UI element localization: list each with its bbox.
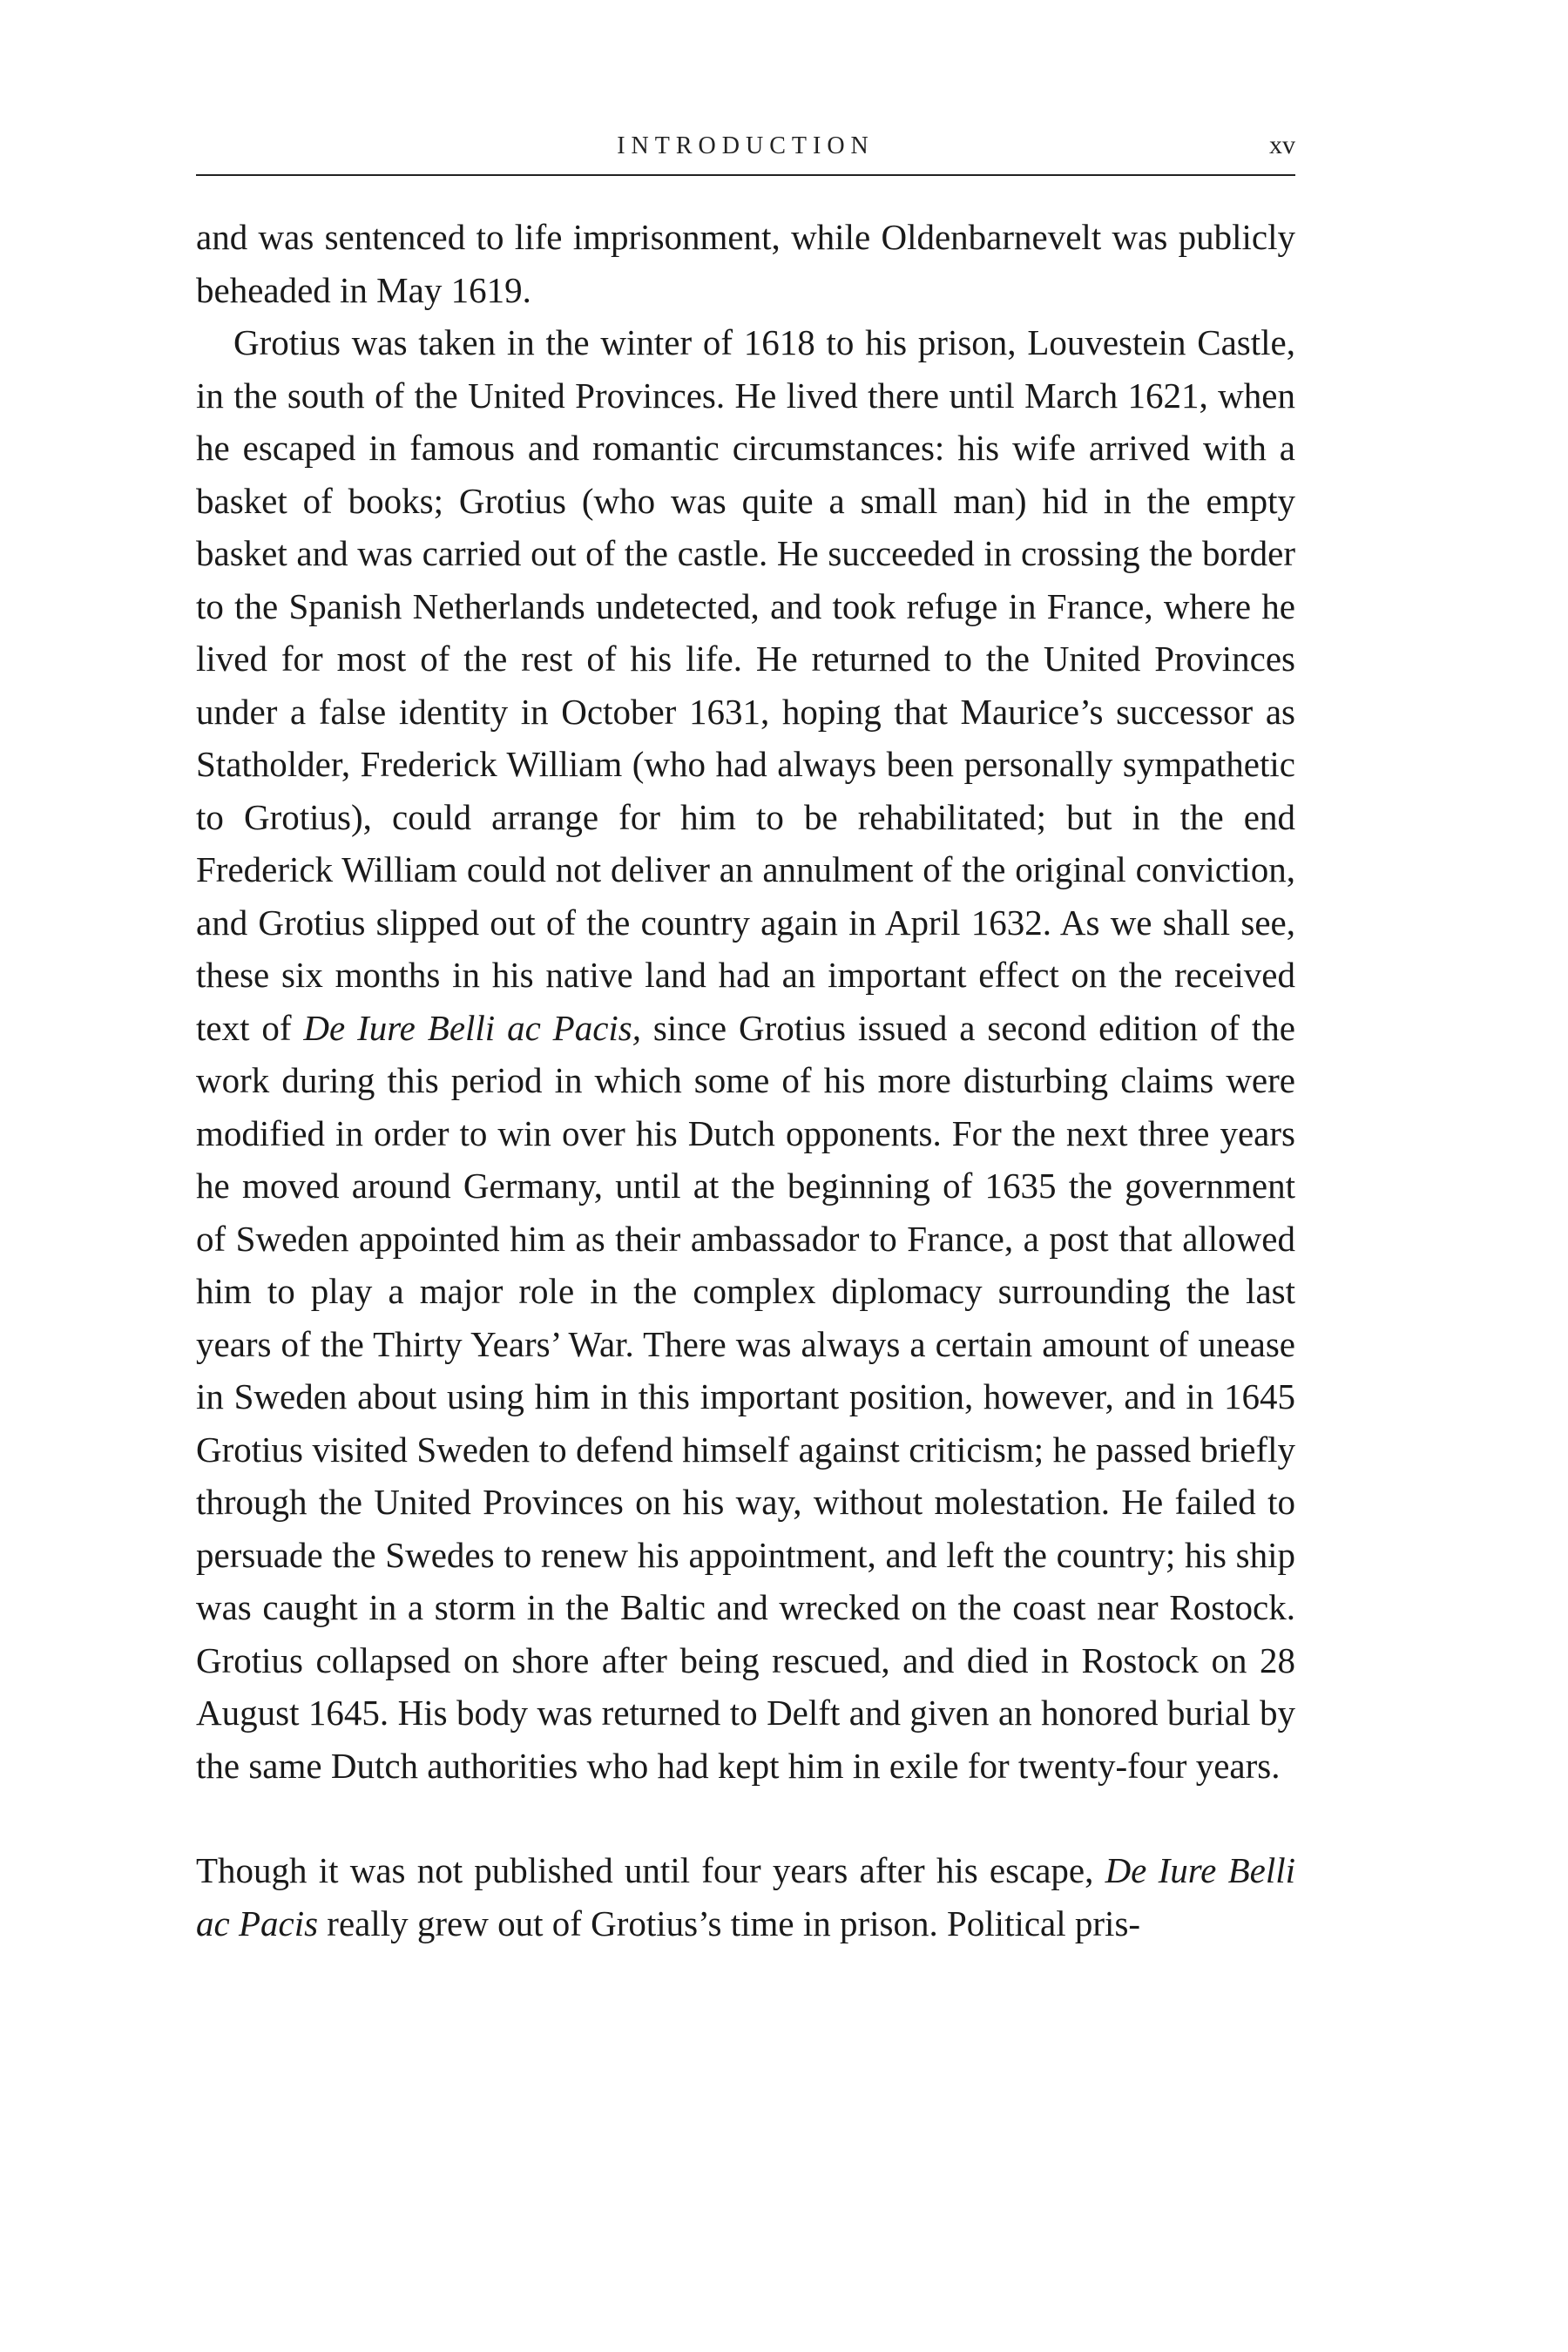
- body-text: [196, 211, 1295, 1950]
- paragraph-2: [196, 316, 1295, 1792]
- book-title-italic-2: De Iure Belli ac Pacis: [196, 1850, 1295, 1943]
- book-title-italic: De Iure Belli ac Pacis,: [303, 1007, 641, 1048]
- paragraph-2-text-b: since Grotius issued a second edition of the work during this period in which some of his more disturbing claims were modified in order to win over his Dutch opponents. For the next three years he moved around Germany, until at the beginning of 1635 the government of Sweden appointed him as their ambassador to France, a post that allowed him to play a major role in the complex diplomacy surrounding the last years of the Thirty Years’ War. There was always a certain amount of unease in Sweden about using him in this important position, however, and in 1645 Grotius visited Sweden to defend himself against criticism; he passed briefly through the United Provinces on his way, without molestation. He failed to persuade the Swedes to renew his appointment, and left the country; his ship was caught in a storm in the Baltic and wrecked on the coast near Rostock. Grotius collapsed on shore after being rescued, and died in Rostock on 28 August 1645. His body was returned to Delft and given an honored burial by the same Dutch authorities who had kept him in exile for twenty-four years.: [196, 1007, 1295, 1786]
- paragraph-2-text-a: Grotius was taken in the winter of 1618 to his prison, Louvestein Castle, in the south of the United Provinces. He lived there until March 1621, when he escaped in famous and romantic circumstances: his wife arrived with a basket of books; Grotius (who was quite a small man) hid in the empty basket and was carried out of the castle. He succeeded in crossing the border to the Spanish Netherlands undetected, and took refuge in France, where he lived for most of the rest of his life. He returned to the United Provinces under a false identity in October 1631, hoping that Maurice’s successor as Statholder, Frederick William (who had always been personally sympathetic to Grotius), could arrange for him to be rehabilitated; but in the end Frederick William could not deliver an annulment of the original conviction, and Grotius slipped out of the country again in April 1632. As we shall see, these six months in his native land had an important effect on the received text of: [196, 322, 1295, 1048]
- paragraph-3-text-a: Though it was not published until four years after his escape,: [196, 1850, 1105, 1890]
- page-number: xv: [1269, 131, 1295, 159]
- book-page: [196, 122, 1295, 1950]
- paragraph-1-text: and was sentenced to life imprisonment, while Oldenbarnevelt was publicly beheaded in May 1619.: [196, 217, 1295, 310]
- paragraph-1: [196, 211, 1295, 316]
- paragraph-3-text-b: really grew out of Grotius’s time in prison. Political pris-: [318, 1903, 1141, 1943]
- running-title: INTRODUCTION: [617, 132, 875, 159]
- paragraph-3: [196, 1844, 1295, 1950]
- running-head: [196, 122, 1295, 176]
